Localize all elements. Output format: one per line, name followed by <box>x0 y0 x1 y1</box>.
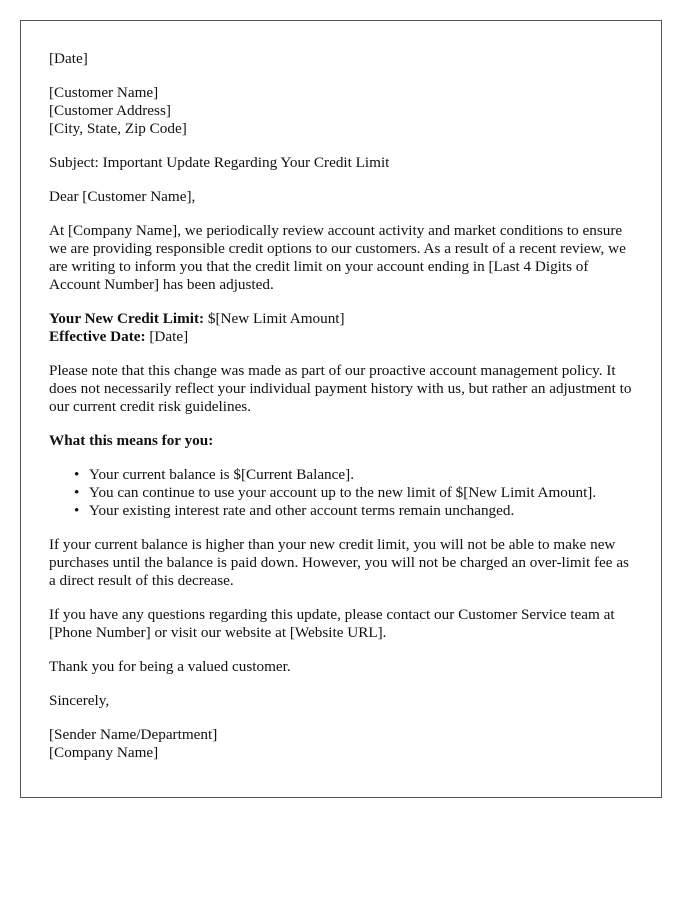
recipient-city: [City, State, Zip Code] <box>49 120 187 137</box>
balance-paragraph: If your current balance is higher than your new credit limit, you will not be able to make new purchases until the balance is paid down. However, you will not be charged an over-limit fee as a direct result of this decrease. <box>49 536 629 589</box>
effective-date-row <box>49 328 633 346</box>
policy-paragraph: Please note that this change was made as part of our proactive account management policy. It does not necessarily reflect your individual payment history with us, but rather an adjustment to our current credit risk guidelines. <box>49 362 632 415</box>
effective-date-value: [Date] <box>149 328 189 345</box>
letter-page <box>20 20 662 798</box>
list-item: • Your existing interest rate and other account terms remain unchanged. <box>89 502 633 520</box>
means-heading: What this means for you: <box>49 432 214 449</box>
salutation: Dear [Customer Name], <box>49 188 196 205</box>
list-item: • You can continue to use your account up to the new limit of $[New Limit Amount]. <box>89 484 633 502</box>
new-limit-value: $[New Limit Amount] <box>207 310 345 327</box>
letter-date: [Date] <box>49 50 88 67</box>
intro-paragraph: At [Company Name], we periodically review account activity and market conditions to ensure we are providing responsible credit options to our customers. As a result of a recent review, we are writing to inform you that the credit limit on your account ending in [Last 4 Digits of Account Number] has been adjusted. <box>49 222 626 293</box>
sender-company: [Company Name] <box>49 744 159 761</box>
recipient-name: [Customer Name] <box>49 84 159 101</box>
subject-line: Subject: Important Update Regarding Your Credit Limit <box>49 154 390 171</box>
thanks-line: Thank you for being a valued customer. <box>49 658 291 675</box>
list-item: • Your current balance is $[Current Balance]. <box>89 466 633 484</box>
contact-paragraph: If you have any questions regarding this update, please contact our Customer Service team at [Phone Number] or visit our website at [Website URL]. <box>49 606 615 641</box>
sender-name: [Sender Name/Department] <box>49 726 218 743</box>
means-list <box>49 466 633 520</box>
recipient-address: [Customer Address] <box>49 102 171 119</box>
new-limit-label: Your New Credit Limit: <box>49 310 205 327</box>
new-limit-row <box>49 310 633 328</box>
limit-details <box>49 310 633 346</box>
signature-block <box>49 726 633 762</box>
effective-date-label: Effective Date: <box>49 328 146 345</box>
recipient-block <box>49 84 633 138</box>
closing-line: Sincerely, <box>49 692 110 709</box>
